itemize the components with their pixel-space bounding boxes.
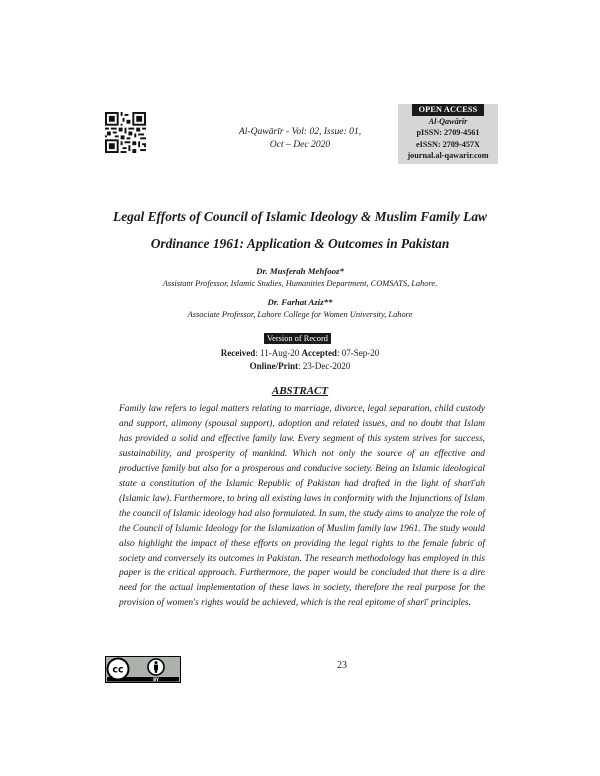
online-label: Online/Print — [249, 361, 299, 371]
paper-title-line-2: Ordinance 1961: Application & Outcomes in Pakistan — [150, 236, 450, 251]
online-print-date — [150, 361, 450, 371]
journal-website-link[interactable]: journal.al-qawarir.com — [407, 151, 489, 160]
license-by-label: BY — [153, 677, 159, 682]
received-accepted-dates — [150, 348, 450, 358]
abstract-body: Family law refers to legal matters relating to marriage, divorce, legal separation, child custody and support, alimony (spousal support), adoption and related issues, and no doubt that Islam has provided a solid and effective family law. Every segment of this system strives for success, sustainability, and prosperity of mankind. Which not only the source of an effective and productive family but also for a prosperous and conducive society. Being an Islamic ideological state a constitution of the Islamic Republic of Pakistan had drafted in the light of sharī'ah (Islamic law). Furthermore, to bring all existing laws in conformity with the Injunctions of Islam the council of Islamic ideology had also formulated. In sum, the study aims to analyze the role of the Council of Islamic Ideology for the Islamization of Muslim family law 1961. The study would also highlight the impact of these efforts on providing the legal rights to the female fabric of society and conversely its outcomes in Pakistan. The research methodology has employed in this paper is the critical approach. Furthermore, the paper would be concluded that there is a dire need for the actual implementation of these laws in society, therefore the real purpose for the provision of women's rights would be achieved, which is the real epitome of sharī' principles. — [119, 404, 485, 609]
author-name-2: Dr. Farhat Aziz** — [267, 297, 333, 307]
online-date: : 23-Dec-2020 — [298, 361, 351, 371]
accepted-label: Accepted — [301, 348, 337, 358]
eissn: eISSN: 2709-457X — [416, 139, 480, 149]
svg-text:cc: cc — [112, 664, 124, 676]
journal-date: Oct – Dec 2020 — [269, 139, 331, 150]
journal-volume-issue: Al-Qawārīr - Vol: 02, Issue: 01, — [238, 126, 362, 137]
open-access-label: OPEN ACCESS — [412, 104, 484, 116]
open-access-box — [398, 104, 498, 164]
qr-code-icon — [105, 112, 146, 153]
received-label: Received — [220, 348, 256, 358]
page-number: 23 — [337, 660, 347, 671]
accepted-date: : 07-Sep-20 — [336, 348, 380, 358]
author-name-1: Dr. Musferah Mehfooz* — [256, 266, 344, 276]
paper-title-line-1: Legal Efforts of Council of Islamic Ideology & Muslim Family Law — [113, 209, 487, 224]
author-affiliation-2: Associate Professor, Lahore College for Women University, Lahore — [187, 310, 413, 319]
author-affiliation-1: Assistant Professor, Islamic Studies, Humanities Department, COMSATS, Lahore. — [162, 279, 438, 288]
journal-name: Al-Qawārīr — [428, 116, 468, 126]
abstract-heading: ABSTRACT — [271, 385, 329, 397]
pissn: pISSN: 2709-4561 — [416, 128, 480, 137]
journal-citation — [220, 125, 380, 151]
creative-commons-by-icon[interactable] — [105, 656, 181, 683]
version-of-record-badge: Version of Record — [264, 333, 331, 344]
received-date: : 11-Aug-20 — [255, 348, 300, 358]
